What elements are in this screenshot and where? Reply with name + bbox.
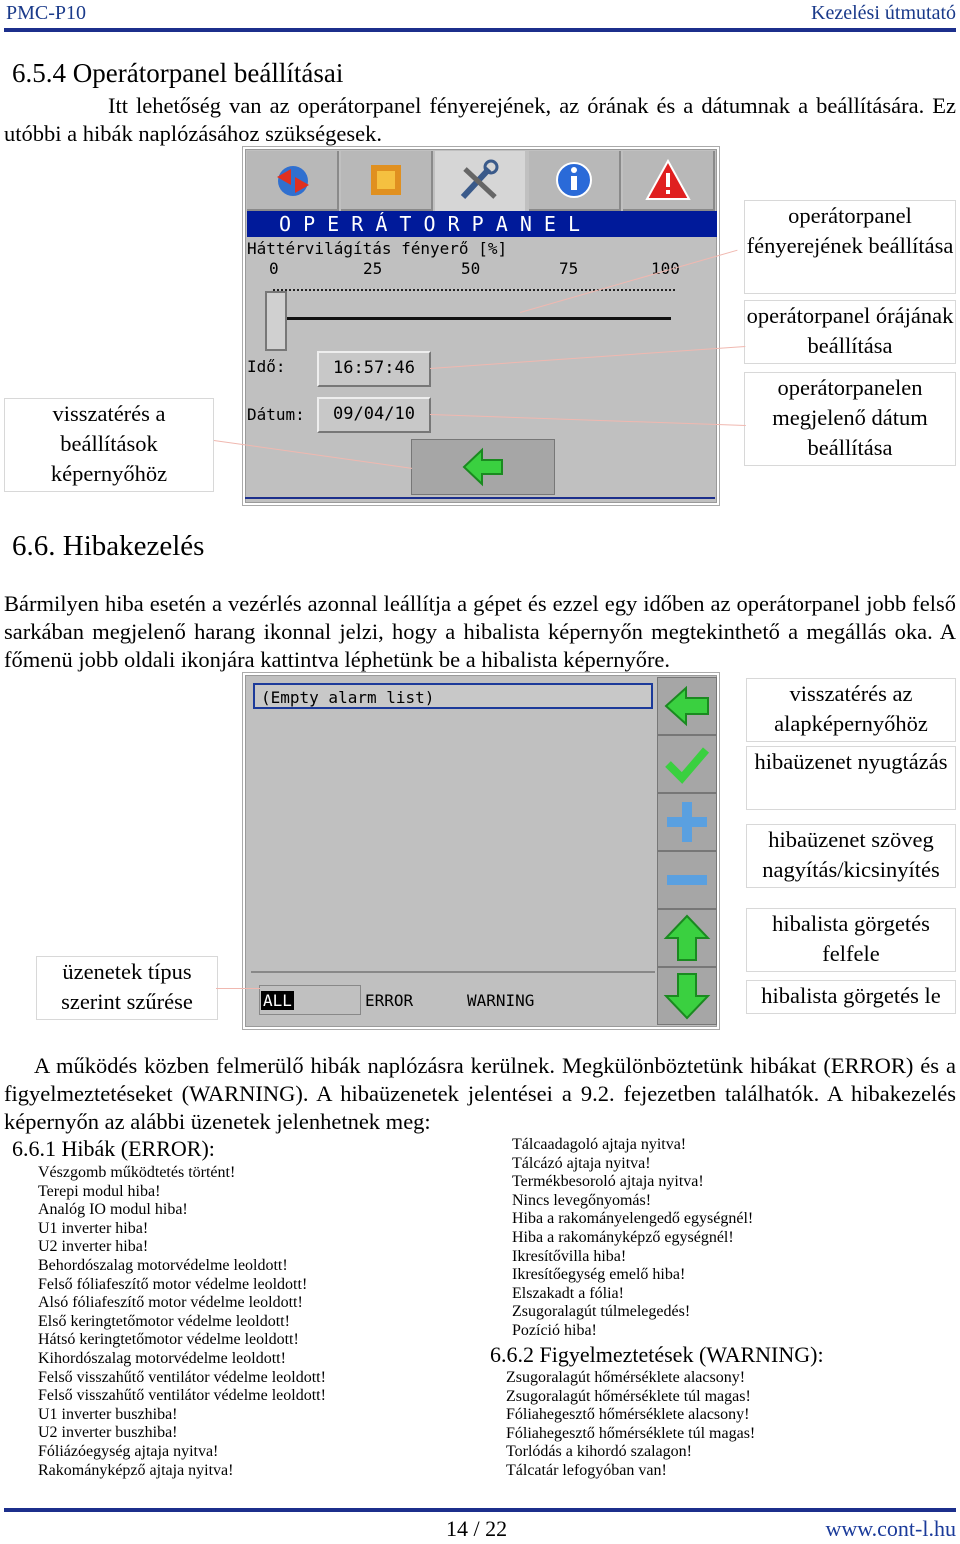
scale-label: 50 bbox=[461, 259, 481, 278]
alarm-list-box: (Empty alarm list) bbox=[253, 683, 653, 709]
list-item: Termékbesoroló ajtaja nyitva! bbox=[512, 1173, 704, 1191]
list-item: Torlódás a kihordó szalagon! bbox=[506, 1443, 692, 1461]
time-label: Idő: bbox=[247, 357, 286, 376]
list-item: Vészgomb működtetés történt! bbox=[38, 1164, 236, 1181]
list-item: Alsó fóliafeszítő motor védelme leoldott! bbox=[38, 1294, 303, 1312]
list-item: Fóliahegesztő hőmérséklete alacsony! bbox=[506, 1406, 750, 1424]
section-654-text: Itt lehetőség van az operátorpanel fényerejének, az órának és a dátumnak a beállítására. Ez utóbbi a hibák naplózásához szükségesek. bbox=[4, 93, 956, 146]
logging-text: A működés közben felmerülő hibák naplózásra kerülnek. Megkülönböztetünk hibákat (ERROR) és a figyelmeztetéseket (WARNING). A hibaüzenetek jelentései a 9.2. fejezetben találhatók. A hibakezelés képernyőn az alábbi üzenetek jelenhetnek meg: bbox=[4, 1053, 956, 1134]
scale-label: 75 bbox=[559, 259, 579, 278]
scroll-down-button[interactable] bbox=[657, 967, 717, 1025]
date-field[interactable]: 09/04/10 bbox=[317, 397, 431, 433]
section-66-text: Bármilyen hiba esetén a vezérlés azonnal leállítja a gépet és ezzel egy időben az operátorpanel jobb felső sarkában megjelenő harang ikonnal jelzi, hogy a hibalista képernyőn megtekinthető a megállás oka. A főmenü jobb oldali ikonjára kattintva léphetünk be a hibalista képernyőre. bbox=[4, 591, 956, 672]
list-item: U1 inverter buszhiba! bbox=[38, 1405, 178, 1423]
alarm-list-screen bbox=[242, 672, 720, 1030]
date-label: Dátum: bbox=[247, 405, 305, 424]
callout-brightness: operátorpanel fényerejének beállítása bbox=[744, 200, 956, 294]
list-item: Zsugoralagút túlmelegedés! bbox=[512, 1303, 691, 1321]
back-arrow-icon bbox=[658, 678, 716, 734]
checkmark-icon bbox=[658, 736, 716, 792]
back-arrow-icon bbox=[412, 440, 554, 494]
screen-title: O P E R Á T O R P A N E L bbox=[247, 211, 717, 237]
list-item: Felső visszahűtő ventilátor védelme leoldott! bbox=[38, 1387, 326, 1405]
callout-filter: üzenetek típus szerint szűrése bbox=[36, 956, 218, 1020]
arrow-down-icon bbox=[658, 968, 716, 1024]
list-item: Hátsó keringtetőmotor védelme leoldott! bbox=[38, 1331, 299, 1349]
filter-error[interactable]: ERROR bbox=[365, 991, 414, 1010]
back-button[interactable] bbox=[411, 439, 555, 495]
header-left: PMC-P10 bbox=[6, 2, 87, 24]
scale-label: 25 bbox=[363, 259, 383, 278]
warnings-title: 6.6.2 Figyelmeztetések (WARNING): bbox=[490, 1342, 824, 1367]
list-item: Ikresítővilla hiba! bbox=[512, 1247, 627, 1265]
callout-zoom: hibaüzenet szöveg nagyítás/kicsinyítés bbox=[746, 824, 956, 888]
warning-icon bbox=[623, 151, 713, 209]
filter-warning[interactable]: WARNING bbox=[467, 991, 535, 1010]
backlight-label: Háttérvilágítás fényerő [%] bbox=[247, 239, 508, 258]
callout-back-main: visszatérés az alapképernyőhöz bbox=[746, 678, 956, 742]
callout-scroll-down: hibalista görgetés le bbox=[746, 980, 956, 1014]
page-number: 14 / 22 bbox=[446, 1516, 508, 1541]
footer-rule bbox=[4, 1508, 956, 1512]
list-item: Ikresítőegység emelő hiba! bbox=[512, 1266, 686, 1284]
scroll-up-button[interactable] bbox=[657, 909, 717, 967]
list-item: U2 inverter buszhiba! bbox=[38, 1424, 178, 1442]
info-icon bbox=[529, 151, 619, 209]
header-right: Kezelési útmutató bbox=[811, 2, 956, 24]
package-icon bbox=[341, 151, 431, 209]
section-66-title: 6.6. Hibakezelés bbox=[12, 530, 205, 562]
callout-date: operátorpanelen megjelenő dátum beállítása bbox=[744, 372, 956, 466]
tab-material[interactable] bbox=[341, 151, 433, 211]
error-list-col2 bbox=[512, 1136, 952, 1341]
acknowledge-button[interactable] bbox=[657, 735, 717, 793]
list-item: Kihordószalag motorvédelme leoldott! bbox=[38, 1349, 286, 1367]
section-654-title: 6.5.4 Operátorpanel beállításai bbox=[12, 58, 344, 88]
tab-info[interactable] bbox=[529, 151, 621, 211]
header-rule bbox=[4, 28, 956, 32]
list-item: Hiba a rakományképző egységnél! bbox=[512, 1228, 734, 1246]
list-item: Analóg IO modul hiba! bbox=[38, 1201, 188, 1219]
list-item: Hiba a rakományelengedő egységnél! bbox=[512, 1210, 754, 1228]
list-item: Fóliázóegység ajtaja nyitva! bbox=[38, 1442, 219, 1460]
list-item: U2 inverter hiba! bbox=[38, 1238, 149, 1256]
list-item: U1 inverter hiba! bbox=[38, 1219, 149, 1237]
list-item: Elszakadt a fólia! bbox=[512, 1284, 624, 1302]
tools-icon bbox=[435, 151, 525, 209]
scale-label: 0 bbox=[269, 259, 279, 278]
return-arrows-icon bbox=[247, 151, 337, 209]
leader-line bbox=[216, 988, 260, 989]
time-field[interactable]: 16:57:46 bbox=[317, 351, 431, 387]
callout-acknowledge: hibaüzenet nyugtázás bbox=[746, 746, 956, 810]
list-item: Tálcázó ajtaja nyitva! bbox=[512, 1154, 651, 1172]
list-item: Pozíció hiba! bbox=[512, 1321, 597, 1339]
list-item: Zsugoralagút hőmérséklete túl magas! bbox=[506, 1387, 751, 1405]
list-item: Zsugoralagút hőmérséklete alacsony! bbox=[506, 1369, 746, 1386]
tab-return[interactable] bbox=[247, 151, 339, 211]
list-item: Felső fóliafeszítő motor védelme leoldott! bbox=[38, 1275, 308, 1293]
list-item: Rakományképző ajtaja nyitva! bbox=[38, 1461, 234, 1479]
errors-title: 6.6.1 Hibák (ERROR): bbox=[12, 1136, 215, 1161]
list-item: Nincs levegőnyomás! bbox=[512, 1191, 652, 1209]
list-item: Behordószalag motorvédelme leoldott! bbox=[38, 1256, 288, 1274]
filter-all[interactable]: ALL bbox=[263, 991, 292, 1010]
arrow-up-icon bbox=[658, 910, 716, 966]
brightness-slider[interactable] bbox=[265, 291, 287, 351]
list-item: Tálcaadagoló ajtaja nyitva! bbox=[512, 1136, 687, 1153]
callout-return-settings: visszatérés a beállítások képernyőhöz bbox=[4, 398, 214, 492]
scale-label: 100 bbox=[651, 259, 680, 278]
operator-panel-screen bbox=[242, 146, 720, 506]
back-button[interactable] bbox=[657, 677, 717, 735]
plus-icon bbox=[658, 794, 716, 850]
tab-settings-active[interactable] bbox=[435, 151, 525, 213]
list-item: Felső visszahűtő ventilátor védelme leoldott! bbox=[38, 1368, 326, 1386]
error-list-col1 bbox=[38, 1164, 458, 1480]
callout-clock: operátorpanel órájának beállítása bbox=[744, 300, 956, 364]
website-link[interactable]: www.cont-l.hu bbox=[825, 1516, 956, 1541]
tab-alarm[interactable] bbox=[623, 151, 715, 211]
zoom-in-button[interactable] bbox=[657, 793, 717, 851]
list-item: Terepi modul hiba! bbox=[38, 1182, 161, 1200]
zoom-out-button[interactable] bbox=[657, 851, 717, 909]
brightness-track bbox=[273, 317, 671, 320]
list-item: Tálcatár lefogyóban van! bbox=[506, 1461, 667, 1479]
minus-icon bbox=[658, 852, 716, 908]
warning-list bbox=[506, 1369, 946, 1481]
list-item: Első keringtetőmotor védelme leoldott! bbox=[38, 1312, 290, 1330]
list-item: Fóliahegesztő hőmérséklete túl magas! bbox=[506, 1424, 756, 1442]
callout-scroll-up: hibalista görgetés felfele bbox=[746, 908, 956, 972]
